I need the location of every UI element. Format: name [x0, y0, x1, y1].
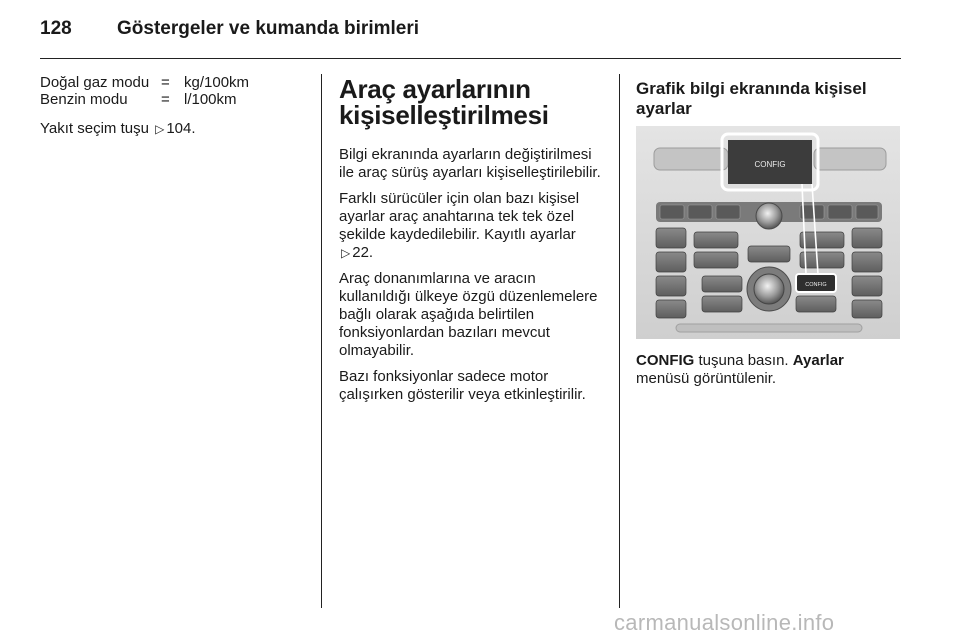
config-key-label: CONFIG — [636, 352, 695, 369]
column-divider-2 — [619, 74, 620, 608]
cd-slot — [676, 324, 862, 332]
fuel-button-text: Yakıt seçim tuşu — [40, 120, 149, 137]
header-divider — [40, 58, 901, 59]
unit-label: Doğal gaz modu — [40, 74, 150, 91]
column-2 — [339, 74, 609, 404]
paragraph: Bilgi ekranında ayarların değiştirilmesi ile araç sürüş ayarları kişiselleştirilebilir. — [339, 146, 601, 181]
fuel-button-paragraph — [40, 120, 310, 138]
paragraph: Araç donanımlarına ve aracın kullanıldığı ülkeye özgü düzenlemelere bağlı olarak aşağıda belirtilen fonksiyonlardan bazıları mevcut olmayabilir. — [339, 270, 598, 359]
page-reference-link[interactable]: 104. — [166, 120, 196, 137]
table-row — [40, 74, 249, 91]
page-number: 128 — [40, 18, 72, 39]
control-panel-illustration — [636, 126, 900, 339]
unit-value: l/100km — [184, 91, 237, 108]
column-divider-1 — [321, 74, 322, 608]
config-button-label: CONFIG — [805, 282, 827, 288]
page-reference-arrow-icon: ▷ — [341, 246, 351, 260]
unit-equals: = — [161, 91, 170, 108]
paragraph: Bazı fonksiyonlar sadece motor çalışırken gösterilir veya etkinleştirilir. — [339, 368, 586, 403]
units-table — [40, 74, 249, 108]
subsection-heading: Grafik bilgi ekranında kişisel ayarlar — [636, 79, 867, 118]
table-row — [40, 91, 249, 108]
page-reference-link[interactable]: 22. — [352, 244, 374, 261]
instruction-text-end: menüsü görüntülenir. — [636, 370, 777, 387]
multifunction-knob — [754, 274, 784, 304]
config-screen-label: CONFIG — [754, 160, 786, 169]
control-panel-svg — [636, 126, 900, 339]
instruction-text: tuşuna basın. — [694, 352, 793, 369]
unit-value: kg/100km — [184, 74, 250, 91]
paragraph — [339, 190, 609, 262]
column-1 — [40, 74, 310, 138]
settings-menu-label: Ayarlar — [792, 352, 844, 369]
instruction-paragraph — [636, 352, 900, 388]
page-title: Göstergeler ve kumanda birimleri — [117, 18, 420, 39]
section-heading: Araç ayarlarının kişiselleştirilmesi — [339, 74, 549, 130]
unit-label: Benzin modu — [40, 91, 128, 108]
watermark: carmanualsonline.info — [614, 610, 835, 635]
paragraph-text: Farklı sürücüler için olan bazı kişisel ayarlar araç anahtarına tek tek özel şekilde kaydedilebilir. Kayıtlı ayarlar — [339, 190, 580, 243]
column-3 — [636, 74, 906, 119]
unit-equals: = — [161, 74, 170, 91]
page-reference-arrow-icon: ▷ — [155, 122, 165, 136]
volume-knob — [756, 203, 782, 229]
